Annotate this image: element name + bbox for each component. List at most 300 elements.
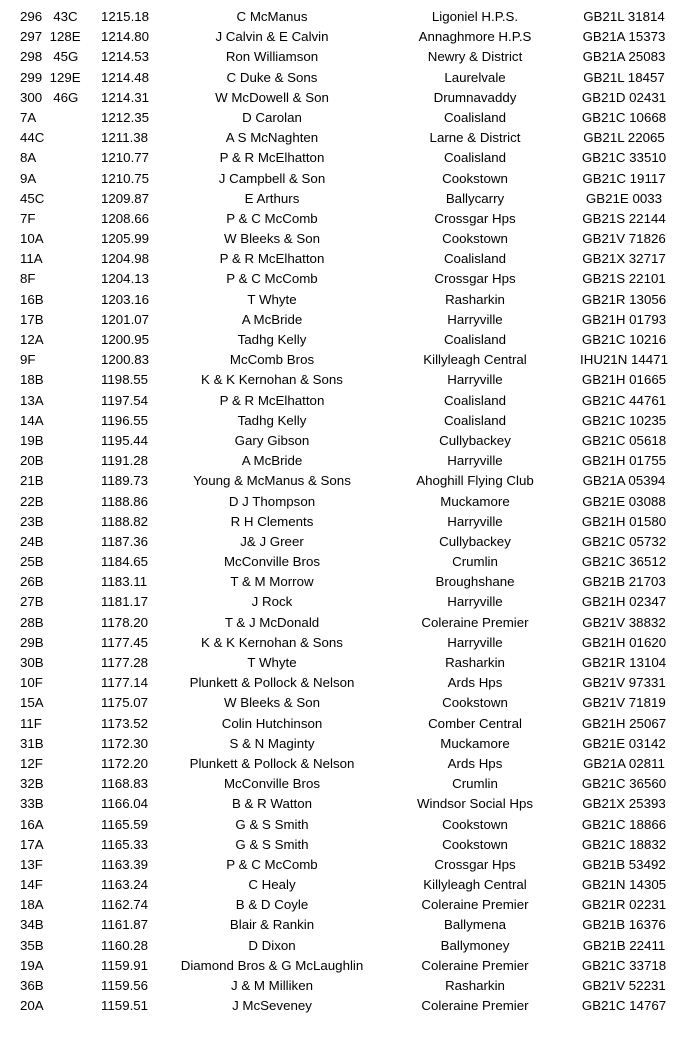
fancier-name-cell: C McManus bbox=[236, 9, 308, 24]
velocity-cell: 1162.74 bbox=[101, 897, 149, 913]
position-cell: 32B bbox=[20, 776, 44, 792]
ring-number-cell: GB21S 22144 bbox=[582, 210, 666, 226]
fancier-name-cell: C Duke & Sons bbox=[226, 69, 318, 85]
ring-number-cell: GB21B 53492 bbox=[582, 856, 666, 872]
ring-number-cell: GB21C 10235 bbox=[581, 412, 667, 428]
club-cell: Ards Hps bbox=[447, 755, 503, 771]
club-cell: Crossgar Hps bbox=[434, 856, 516, 872]
ring-number-cell: GB21N 14305 bbox=[581, 877, 667, 893]
fancier-name-cell: J McSeveney bbox=[232, 998, 312, 1014]
velocity-cell: 1161.87 bbox=[101, 917, 149, 933]
fancier-name-cell: Plunkett & Pollock & Nelson bbox=[189, 755, 355, 771]
ring-number-cell: GB21A 25083 bbox=[582, 49, 666, 65]
fancier-name-cell: P & C McComb bbox=[226, 271, 318, 287]
position-cell: 9F bbox=[20, 352, 36, 368]
club-cell: Ahoghill Flying Club bbox=[416, 473, 534, 489]
fancier-name-cell: J & M Milliken bbox=[230, 978, 314, 993]
position-cell: 17A bbox=[20, 836, 44, 852]
club-cell: Cullybackey bbox=[439, 533, 511, 549]
position-cell: 11F bbox=[20, 715, 42, 731]
fancier-name-cell: Colin Hutchinson bbox=[221, 715, 323, 731]
position-cell: 299 129E bbox=[20, 69, 81, 85]
fancier-name-cell: Tadhg Kelly bbox=[237, 412, 307, 428]
position-cell: 298 45G bbox=[20, 49, 79, 65]
club-cell: Coalisland bbox=[443, 109, 507, 125]
result-row bbox=[0, 996, 693, 1016]
result-row bbox=[0, 471, 693, 491]
position-cell: 19A bbox=[20, 957, 44, 973]
position-cell: 12A bbox=[20, 332, 44, 347]
position-cell: 8F bbox=[20, 271, 36, 287]
result-row bbox=[0, 148, 693, 168]
velocity-cell: 1175.07 bbox=[101, 695, 149, 711]
velocity-cell: 1214.48 bbox=[101, 69, 150, 85]
velocity-cell: 1159.91 bbox=[101, 957, 149, 973]
ring-number-cell: GB21V 71819 bbox=[582, 695, 666, 711]
club-cell: Harryville bbox=[447, 634, 503, 650]
ring-number-cell: GB21L 22065 bbox=[583, 130, 665, 146]
fancier-name-cell: B & R Watton bbox=[231, 796, 313, 812]
fancier-name-cell: B & D Coyle bbox=[235, 897, 309, 913]
club-cell: Cookstown bbox=[442, 170, 508, 186]
result-row bbox=[0, 68, 693, 88]
ring-number-cell: GB21H 02347 bbox=[581, 594, 667, 610]
position-cell: 27B bbox=[20, 594, 44, 610]
result-row bbox=[0, 47, 693, 67]
velocity-cell: 1214.53 bbox=[101, 49, 150, 65]
velocity-cell: 1168.83 bbox=[101, 776, 149, 792]
velocity-cell: 1173.52 bbox=[101, 715, 149, 731]
position-cell: 34B bbox=[20, 917, 44, 933]
result-row bbox=[0, 229, 693, 249]
result-row bbox=[0, 592, 693, 612]
velocity-cell: 1214.80 bbox=[101, 29, 150, 45]
fancier-name-cell: G & S Smith bbox=[235, 836, 309, 852]
velocity-cell: 1196.55 bbox=[101, 412, 149, 428]
position-cell: 14F bbox=[20, 877, 43, 893]
fancier-name-cell: McComb Bros bbox=[229, 352, 315, 368]
ring-number-cell: GB21C 05732 bbox=[581, 533, 667, 549]
fancier-name-cell: K & K Kernohan & Sons bbox=[201, 372, 343, 388]
result-row bbox=[0, 169, 693, 189]
velocity-cell: 1184.65 bbox=[101, 554, 149, 570]
club-cell: Cullybackey bbox=[439, 432, 511, 448]
position-cell: 7F bbox=[20, 210, 36, 226]
fancier-name-cell: Young & McManus & Sons bbox=[193, 473, 351, 489]
fancier-name-cell: K & K Kernohan & Sons bbox=[201, 634, 343, 650]
result-row bbox=[0, 370, 693, 390]
result-row bbox=[0, 269, 693, 289]
fancier-name-cell: G & S Smith bbox=[235, 816, 309, 832]
ring-number-cell: GB21R 02231 bbox=[581, 897, 667, 913]
position-cell: 26B bbox=[20, 574, 44, 590]
position-cell: 30B bbox=[20, 655, 44, 670]
velocity-cell: 1159.56 bbox=[101, 978, 149, 993]
club-cell: Cookstown bbox=[442, 695, 508, 711]
club-cell: Killyleagh Central bbox=[423, 877, 527, 893]
position-cell: 18A bbox=[20, 897, 44, 913]
velocity-cell: 1204.13 bbox=[101, 271, 150, 287]
result-row bbox=[0, 330, 693, 350]
club-cell: Coalisland bbox=[443, 412, 507, 428]
velocity-cell: 1209.87 bbox=[101, 190, 150, 206]
position-cell: 18B bbox=[20, 372, 44, 388]
club-cell: Newry & District bbox=[427, 49, 523, 65]
fancier-name-cell: Tadhg Kelly bbox=[237, 332, 307, 347]
ring-number-cell: GB21E 03142 bbox=[582, 735, 666, 751]
result-row bbox=[0, 249, 693, 269]
ring-number-cell: GB21E 0033 bbox=[585, 190, 663, 206]
result-row bbox=[0, 451, 693, 471]
velocity-cell: 1211.38 bbox=[101, 130, 149, 146]
ring-number-cell: GB21C 10216 bbox=[581, 332, 667, 347]
club-cell: Cookstown bbox=[442, 836, 508, 852]
fancier-name-cell: Ron Williamson bbox=[225, 49, 319, 65]
club-cell: Killyleagh Central bbox=[423, 352, 527, 368]
velocity-cell: 1188.86 bbox=[101, 493, 149, 509]
club-cell: Cookstown bbox=[442, 231, 508, 247]
velocity-cell: 1197.54 bbox=[101, 392, 149, 408]
result-row bbox=[0, 956, 693, 976]
position-cell: 13A bbox=[20, 392, 44, 408]
ring-number-cell: GB21C 18866 bbox=[581, 816, 667, 832]
position-cell: 22B bbox=[20, 493, 44, 509]
position-cell: 33B bbox=[20, 796, 44, 812]
result-row bbox=[0, 572, 693, 592]
position-cell: 15A bbox=[20, 695, 44, 711]
club-cell: Harryville bbox=[447, 311, 503, 327]
result-row bbox=[0, 855, 693, 875]
ring-number-cell: GB21R 13056 bbox=[581, 291, 667, 307]
fancier-name-cell: D J Thompson bbox=[228, 493, 316, 509]
velocity-cell: 1177.14 bbox=[101, 675, 149, 691]
position-cell: 16B bbox=[20, 291, 44, 307]
velocity-cell: 1172.30 bbox=[101, 735, 149, 751]
fancier-name-cell: Gary Gibson bbox=[234, 432, 310, 448]
result-row bbox=[0, 794, 693, 814]
velocity-cell: 1189.73 bbox=[101, 473, 149, 489]
club-cell: Harryville bbox=[447, 594, 503, 610]
club-cell: Ballycarry bbox=[445, 190, 505, 206]
ring-number-cell: GB21H 01793 bbox=[581, 311, 667, 327]
fancier-name-cell: C Healy bbox=[248, 877, 296, 893]
ring-number-cell: GB21A 15373 bbox=[582, 29, 666, 45]
ring-number-cell: GB21L 31814 bbox=[583, 9, 665, 24]
club-cell: Annaghmore H.P.S bbox=[418, 29, 532, 45]
club-cell: Coleraine Premier bbox=[421, 957, 529, 973]
club-cell: Ards Hps bbox=[447, 675, 503, 691]
fancier-name-cell: McConville Bros bbox=[223, 554, 321, 570]
velocity-cell: 1159.51 bbox=[101, 998, 149, 1014]
position-cell: 25B bbox=[20, 554, 44, 570]
ring-number-cell: GB21H 01755 bbox=[581, 453, 667, 469]
fancier-name-cell: P & R McElhatton bbox=[219, 251, 325, 267]
velocity-cell: 1215.18 bbox=[101, 9, 150, 24]
result-row bbox=[0, 391, 693, 411]
position-cell: 35B bbox=[20, 937, 44, 953]
result-row bbox=[0, 27, 693, 47]
result-row bbox=[0, 815, 693, 835]
club-cell: Harryville bbox=[447, 513, 503, 529]
club-cell: Coleraine Premier bbox=[421, 614, 529, 630]
result-row bbox=[0, 108, 693, 128]
ring-number-cell: GB21C 33510 bbox=[581, 150, 667, 166]
result-row bbox=[0, 88, 693, 108]
result-row bbox=[0, 431, 693, 451]
fancier-name-cell: T & J McDonald bbox=[224, 614, 320, 630]
result-row bbox=[0, 310, 693, 330]
club-cell: Coleraine Premier bbox=[421, 998, 529, 1014]
result-row bbox=[0, 895, 693, 915]
ring-number-cell: GB21C 05618 bbox=[581, 432, 667, 448]
ring-number-cell: GB21C 36560 bbox=[581, 776, 667, 792]
result-row bbox=[0, 512, 693, 532]
position-cell: 36B bbox=[20, 978, 44, 993]
position-cell: 11A bbox=[20, 251, 43, 267]
fancier-name-cell: P & R McElhatton bbox=[219, 150, 325, 166]
position-cell: 9A bbox=[20, 170, 37, 186]
fancier-name-cell: Diamond Bros & G McLaughlin bbox=[180, 957, 364, 973]
result-row bbox=[0, 633, 693, 653]
club-cell: Ballymena bbox=[443, 917, 507, 933]
velocity-cell: 1188.82 bbox=[101, 513, 149, 529]
velocity-cell: 1181.17 bbox=[101, 594, 149, 610]
result-row bbox=[0, 492, 693, 512]
position-cell: 7A bbox=[20, 109, 37, 125]
position-cell: 44C bbox=[20, 130, 45, 146]
ring-number-cell: GB21X 32717 bbox=[582, 251, 666, 267]
club-cell: Harryville bbox=[447, 453, 503, 469]
velocity-cell: 1172.20 bbox=[101, 755, 149, 771]
velocity-cell: 1198.55 bbox=[101, 372, 149, 388]
fancier-name-cell: Blair & Rankin bbox=[229, 917, 315, 933]
club-cell: Comber Central bbox=[428, 715, 522, 731]
fancier-name-cell: P & C McComb bbox=[226, 856, 318, 872]
result-row bbox=[0, 673, 693, 693]
position-cell: 24B bbox=[20, 533, 44, 549]
fancier-name-cell: P & C McComb bbox=[226, 210, 318, 226]
fancier-name-cell: T & M Morrow bbox=[230, 574, 314, 590]
position-cell: 28B bbox=[20, 614, 44, 630]
position-cell: 14A bbox=[20, 412, 44, 428]
position-cell: 10A bbox=[20, 231, 44, 247]
club-cell: Crumlin bbox=[452, 776, 498, 792]
club-cell: Windsor Social Hps bbox=[416, 796, 534, 812]
fancier-name-cell: P & R McElhatton bbox=[219, 392, 325, 408]
ring-number-cell: GB21C 14767 bbox=[581, 998, 667, 1014]
position-cell: 300 46G bbox=[20, 89, 79, 105]
ring-number-cell: GB21H 25067 bbox=[581, 715, 667, 731]
position-cell: 13F bbox=[20, 856, 43, 872]
club-cell: Coalisland bbox=[443, 150, 507, 166]
club-cell: Drumnavaddy bbox=[433, 89, 517, 105]
fancier-name-cell: W Bleeks & Son bbox=[223, 231, 321, 247]
fancier-name-cell: J Calvin & E Calvin bbox=[215, 29, 329, 45]
result-row bbox=[0, 875, 693, 895]
club-cell: Rasharkin bbox=[445, 655, 505, 670]
position-cell: 297 128E bbox=[20, 29, 81, 45]
position-cell: 296 43C bbox=[20, 9, 78, 24]
velocity-cell: 1163.24 bbox=[101, 877, 149, 893]
velocity-cell: 1195.44 bbox=[101, 432, 149, 448]
club-cell: Coalisland bbox=[443, 251, 507, 267]
result-row bbox=[0, 653, 693, 673]
position-cell: 19B bbox=[20, 432, 44, 448]
ring-number-cell: GB21V 52231 bbox=[582, 978, 666, 993]
ring-number-cell: GB21B 21703 bbox=[582, 574, 666, 590]
result-row bbox=[0, 754, 693, 774]
fancier-name-cell: McConville Bros bbox=[223, 776, 321, 792]
ring-number-cell: GB21C 36512 bbox=[581, 554, 667, 570]
club-cell: Rasharkin bbox=[445, 978, 505, 993]
ring-number-cell: GB21V 38832 bbox=[582, 614, 666, 630]
fancier-name-cell: E Arthurs bbox=[244, 190, 300, 206]
position-cell: 29B bbox=[20, 634, 44, 650]
position-cell: 17B bbox=[20, 311, 44, 327]
ring-number-cell: GB21S 22101 bbox=[582, 271, 666, 287]
result-row bbox=[0, 774, 693, 794]
position-cell: 21B bbox=[20, 473, 44, 489]
club-cell: Ligoniel H.P.S. bbox=[431, 9, 519, 24]
fancier-name-cell: A S McNaghten bbox=[225, 130, 319, 146]
fancier-name-cell: T Whyte bbox=[247, 291, 297, 307]
position-cell: 20A bbox=[20, 998, 44, 1014]
club-cell: Harryville bbox=[447, 372, 503, 388]
ring-number-cell: GB21B 22411 bbox=[582, 937, 666, 953]
result-row bbox=[0, 411, 693, 431]
club-cell: Rasharkin bbox=[445, 291, 505, 307]
result-row bbox=[0, 189, 693, 209]
velocity-cell: 1191.28 bbox=[101, 453, 149, 469]
result-row bbox=[0, 128, 693, 148]
result-row bbox=[0, 290, 693, 310]
fancier-name-cell: J Campbell & Son bbox=[218, 170, 326, 186]
result-row bbox=[0, 936, 693, 956]
fancier-name-cell: J& J Greer bbox=[240, 533, 304, 549]
position-cell: 23B bbox=[20, 513, 44, 529]
club-cell: Coalisland bbox=[443, 332, 507, 347]
club-cell: Crumlin bbox=[452, 554, 498, 570]
club-cell: Cookstown bbox=[442, 816, 508, 832]
fancier-name-cell: T Whyte bbox=[247, 655, 297, 670]
result-row bbox=[0, 976, 693, 996]
ring-number-cell: GB21C 10668 bbox=[581, 109, 667, 125]
ring-number-cell: GB21A 05394 bbox=[582, 473, 666, 489]
ring-number-cell: GB21A 02811 bbox=[583, 755, 665, 771]
ring-number-cell: GB21V 97331 bbox=[582, 675, 666, 691]
result-row bbox=[0, 350, 693, 370]
club-cell: Larne & District bbox=[429, 130, 521, 146]
ring-number-cell: GB21C 19117 bbox=[582, 170, 666, 186]
result-row bbox=[0, 7, 693, 27]
velocity-cell: 1183.11 bbox=[101, 574, 148, 590]
ring-number-cell: GB21C 33718 bbox=[581, 957, 667, 973]
result-row bbox=[0, 714, 693, 734]
ring-number-cell: GB21V 71826 bbox=[582, 231, 666, 247]
results-list bbox=[0, 7, 693, 1016]
fancier-name-cell: R H Clements bbox=[230, 513, 314, 529]
position-cell: 10F bbox=[20, 675, 43, 691]
ring-number-cell: GB21H 01580 bbox=[581, 513, 667, 529]
ring-number-cell: GB21L 18457 bbox=[583, 69, 665, 85]
club-cell: Muckamore bbox=[440, 735, 510, 751]
velocity-cell: 1163.39 bbox=[101, 856, 149, 872]
club-cell: Laurelvale bbox=[444, 69, 506, 85]
club-cell: Broughshane bbox=[435, 574, 515, 590]
fancier-name-cell: D Dixon bbox=[248, 937, 296, 953]
ring-number-cell: GB21E 03088 bbox=[582, 493, 666, 509]
ring-number-cell: GB21B 16376 bbox=[582, 917, 666, 933]
position-cell: 31B bbox=[20, 735, 44, 751]
result-row bbox=[0, 835, 693, 855]
velocity-cell: 1165.59 bbox=[101, 816, 149, 832]
result-row bbox=[0, 532, 693, 552]
position-cell: 8A bbox=[20, 150, 37, 166]
velocity-cell: 1200.83 bbox=[101, 352, 150, 368]
velocity-cell: 1187.36 bbox=[101, 533, 149, 549]
velocity-cell: 1208.66 bbox=[101, 210, 150, 226]
club-cell: Coleraine Premier bbox=[421, 897, 529, 913]
velocity-cell: 1201.07 bbox=[101, 311, 150, 327]
ring-number-cell: GB21R 13104 bbox=[581, 655, 667, 670]
fancier-name-cell: Plunkett & Pollock & Nelson bbox=[189, 675, 355, 691]
ring-number-cell: GB21C 44761 bbox=[581, 392, 667, 408]
ring-number-cell: GB21D 02431 bbox=[581, 89, 667, 105]
position-cell: 20B bbox=[20, 453, 44, 469]
velocity-cell: 1177.45 bbox=[101, 634, 149, 650]
club-cell: Crossgar Hps bbox=[434, 210, 516, 226]
velocity-cell: 1214.31 bbox=[101, 89, 150, 105]
ring-number-cell: GB21C 18832 bbox=[581, 836, 667, 852]
velocity-cell: 1203.16 bbox=[101, 291, 150, 307]
fancier-name-cell: J Rock bbox=[251, 594, 293, 610]
result-row bbox=[0, 915, 693, 935]
result-row bbox=[0, 613, 693, 633]
velocity-cell: 1210.75 bbox=[101, 170, 150, 186]
velocity-cell: 1205.99 bbox=[101, 231, 150, 247]
fancier-name-cell: W Bleeks & Son bbox=[223, 695, 321, 711]
velocity-cell: 1210.77 bbox=[101, 150, 150, 166]
ring-number-cell: GB21X 25393 bbox=[582, 796, 666, 812]
velocity-cell: 1166.04 bbox=[101, 796, 149, 812]
velocity-cell: 1204.98 bbox=[101, 251, 150, 267]
fancier-name-cell: S & N Maginty bbox=[229, 735, 315, 751]
velocity-cell: 1178.20 bbox=[101, 614, 149, 630]
fancier-name-cell: A McBride bbox=[241, 453, 303, 469]
fancier-name-cell: D Carolan bbox=[242, 109, 302, 125]
club-cell: Crossgar Hps bbox=[434, 271, 516, 287]
position-cell: 16A bbox=[20, 816, 44, 832]
result-row bbox=[0, 693, 693, 713]
fancier-name-cell: A McBride bbox=[241, 311, 303, 327]
ring-number-cell: IHU21N 14471 bbox=[580, 352, 668, 368]
velocity-cell: 1165.33 bbox=[101, 836, 149, 852]
ring-number-cell: GB21H 01620 bbox=[581, 634, 667, 650]
velocity-cell: 1160.28 bbox=[101, 937, 149, 953]
club-cell: Muckamore bbox=[440, 493, 510, 509]
result-row bbox=[0, 734, 693, 754]
position-cell: 45C bbox=[20, 190, 45, 206]
velocity-cell: 1177.28 bbox=[101, 655, 149, 670]
ring-number-cell: GB21H 01665 bbox=[581, 372, 667, 388]
velocity-cell: 1212.35 bbox=[101, 109, 150, 125]
club-cell: Coalisland bbox=[443, 392, 507, 408]
velocity-cell: 1200.95 bbox=[101, 332, 150, 347]
result-row bbox=[0, 552, 693, 572]
result-row bbox=[0, 209, 693, 229]
fancier-name-cell: W McDowell & Son bbox=[215, 89, 329, 105]
position-cell: 12F bbox=[20, 755, 43, 771]
